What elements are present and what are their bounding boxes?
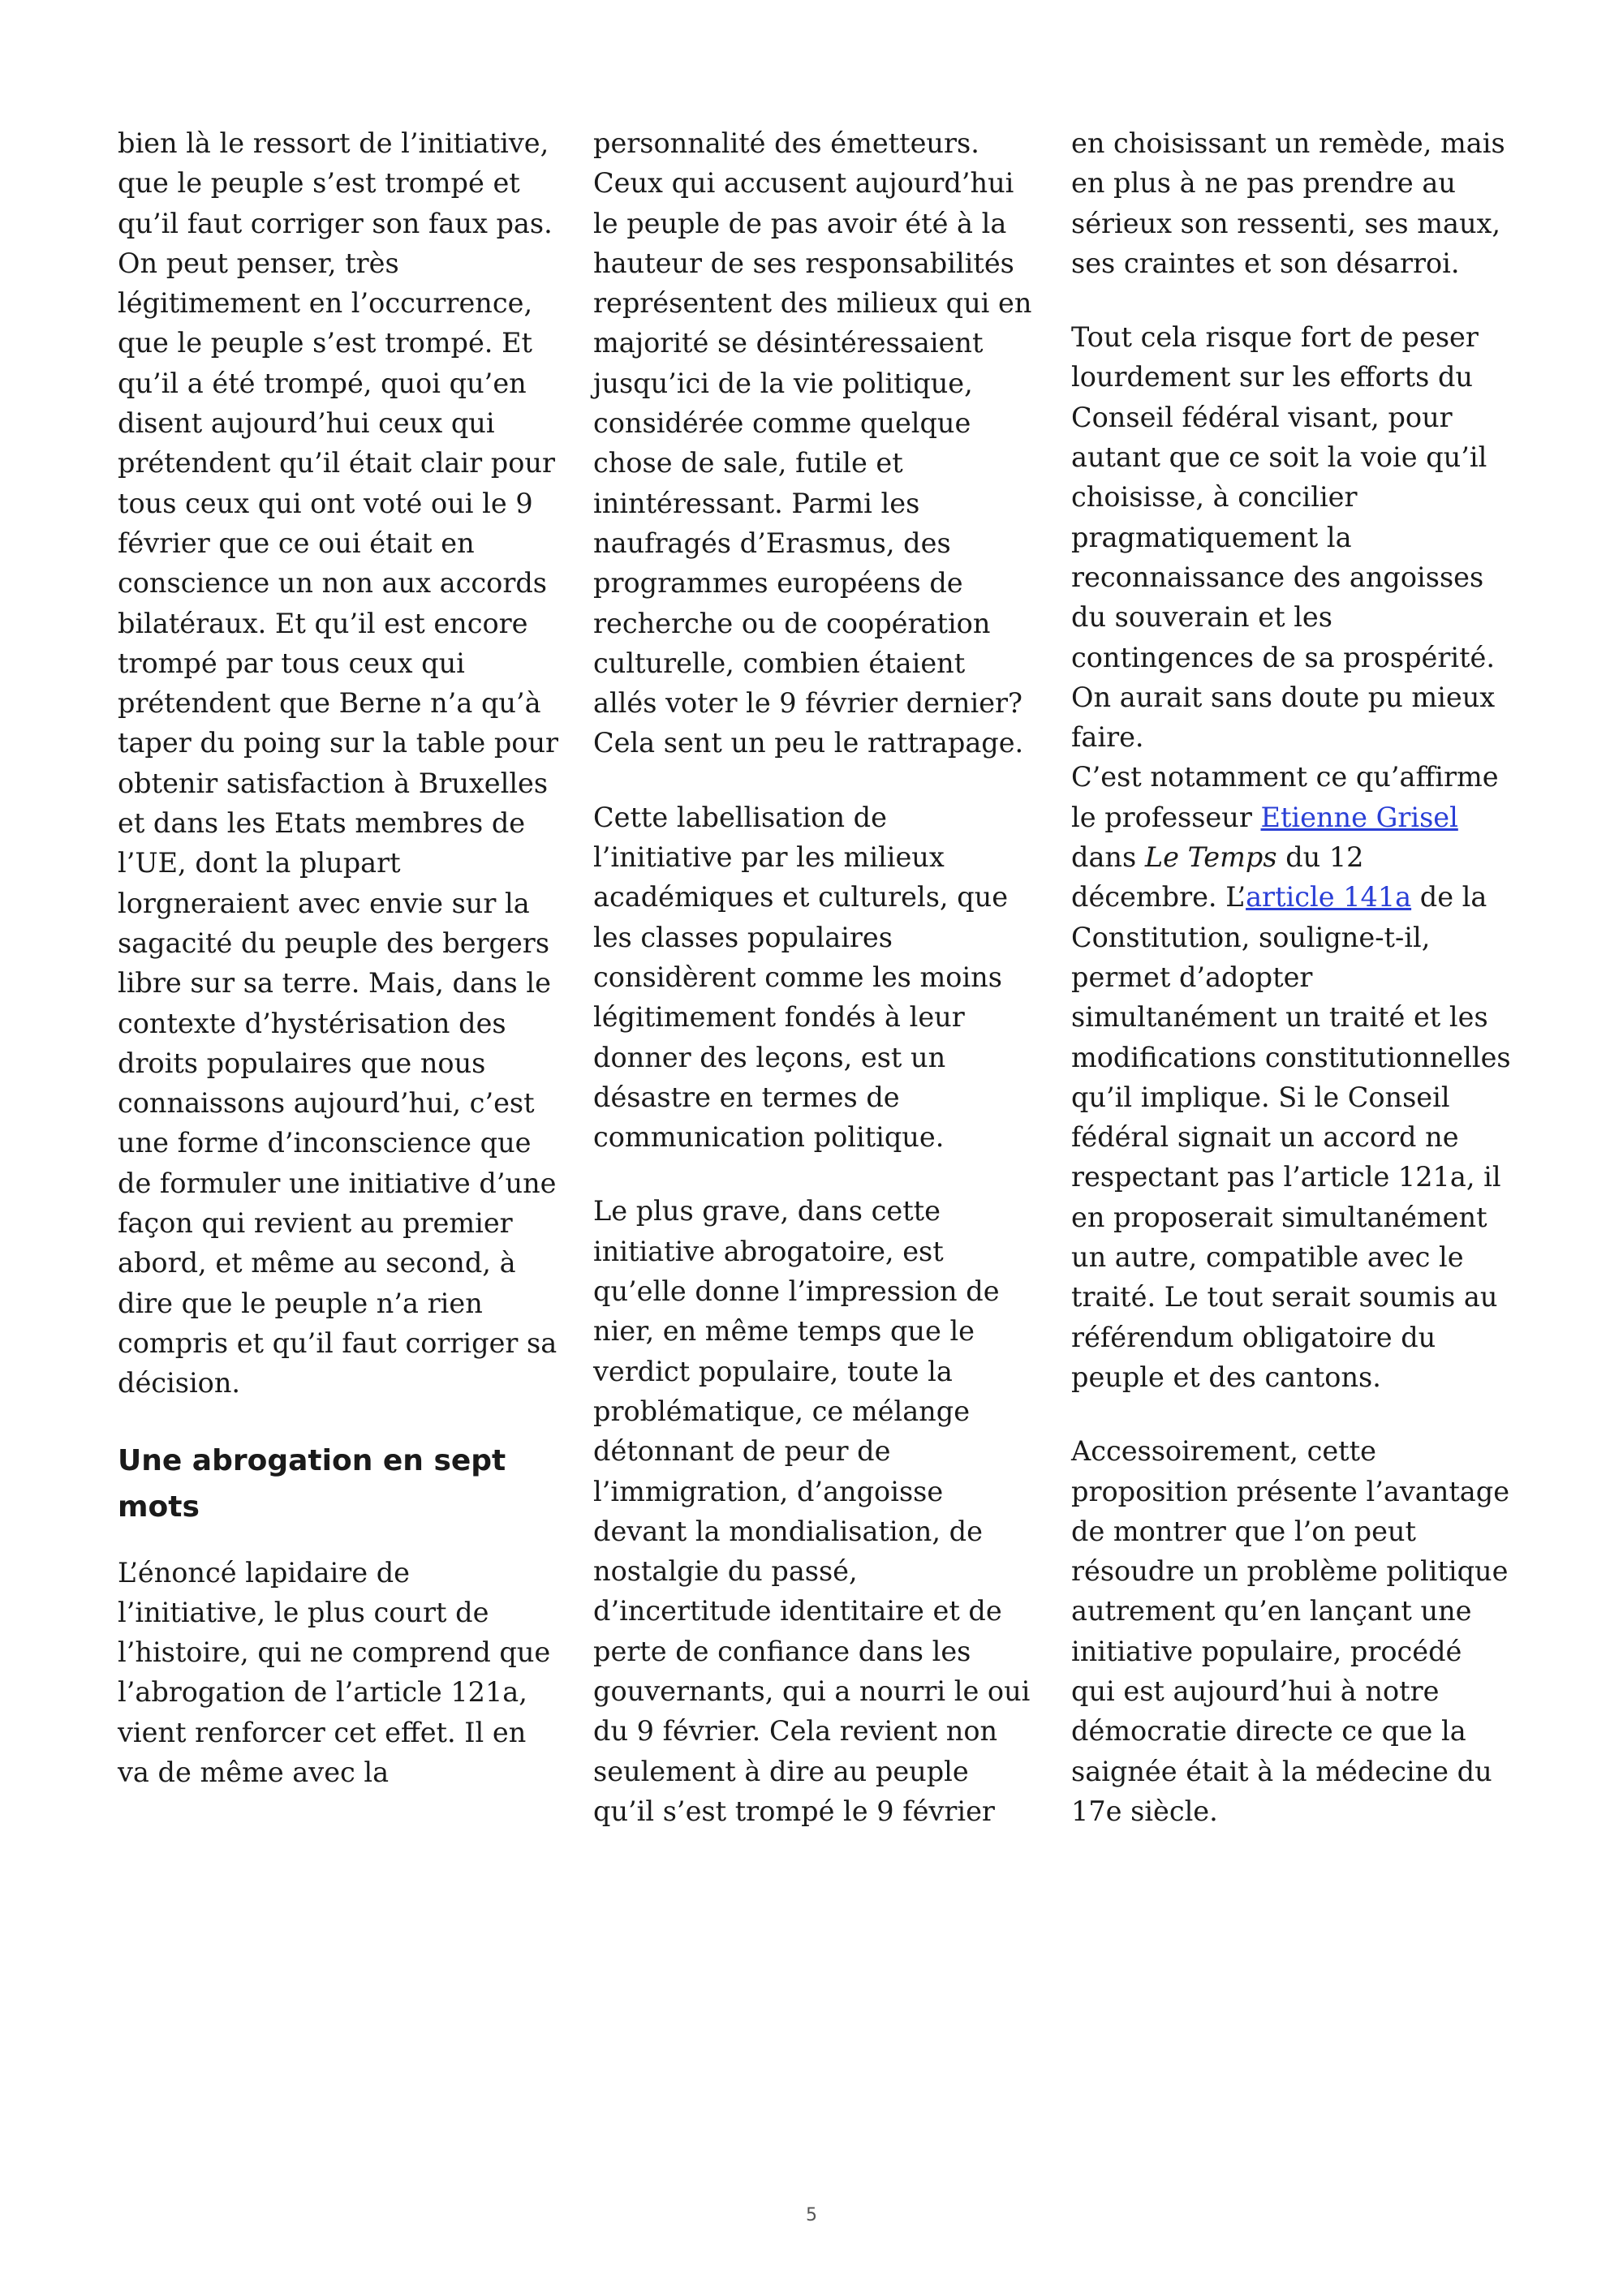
etienne-grisel-link[interactable]: Etienne Grisel	[1260, 801, 1458, 833]
article-141a-link[interactable]: article 141a	[1246, 881, 1412, 914]
paragraph: en choisissant un remède, mais en plus à ne pas prendre au sérieux son ressenti, ses maux, ses craintes et son désarroi.	[1071, 127, 1505, 279]
publication-title: Le Temps	[1144, 841, 1277, 874]
paragraph: Tout cela risque fort de peser lourdement sur les efforts du Conseil fédéral visant, pour autant que ce soit la voie qu’il choisisse, à concilier pragmatiquement la reconnaissance des angoisses du souverain et les contingences de sa prospérité. On aurait sans doute pu mieux faire.	[1071, 321, 1496, 754]
paragraph-text: du 12 décembre. L’	[1071, 841, 1364, 914]
paragraph: Accessoirement, cette proposition présente l’avantage de montrer que l’on peut résoudre un problème politique autrement qu’en lançant une initiative populaire, procédé qui est aujourd’hui à notre démocratie directe ce que la saignée était à la médecine du 17e siècle.	[1071, 1435, 1510, 1827]
column-middle	[593, 123, 1041, 1865]
page-number: 5	[806, 2205, 817, 2225]
column-left	[118, 123, 564, 1826]
paragraph-text: dans	[1071, 841, 1137, 874]
section-heading: Une abrogation en sept mots	[118, 1443, 506, 1524]
paragraph: Le plus grave, dans cette initiative abrogatoire, est qu’elle donne l’impression de nier, en même temps que le verdict populaire, toute la problématique, ce mélange détonnant de peur de l’immigration, d’angoisse devant la mondialisation, de nostalgie du passé, d’incertitude identitaire et de perte de confiance dans les gouvernants, qui a nourri le oui du 9 février. Cela revient non seulement à dire au peuple qu’il s’est trompé le 9 février	[593, 1195, 1031, 1827]
paragraph-with-links	[1071, 757, 1518, 1397]
paragraph-text: C’est notamment ce qu’affirme le professeur	[1071, 761, 1499, 833]
column-right	[1071, 123, 1518, 1865]
paragraph: personnalité des émetteurs. Ceux qui accusent aujourd’hui le peuple de pas avoir été à la hauteur de ses responsabilités représentent des milieux qui en majorité se désintéressaient jusqu’ici de la vie politique, considérée comme quelque chose de sale, futile et inintéressant. Parmi les naufragés d’Erasmus, des programmes européens de recherche ou de coopération culturelle, combien étaient allés voter le 9 février dernier? Cela sent un peu le rattrapage.	[593, 127, 1032, 759]
paragraph: bien là le ressort de l’initiative, que le peuple s’est trompé et qu’il faut corriger son faux pas. On peut penser, très légitimement en l’occurrence, que le peuple s’est trompé. Et qu’il a été trompé, quoi qu’en disent aujourd’hui ceux qui prétendent qu’il était clair pour tous ceux qui ont voté oui le 9 février que ce oui était en conscience un non aux accords bilatéraux. Et qu’il est encore trompé par tous ceux qui prétendent que Berne n’a qu’à taper du poing sur la table pour obtenir satisfaction à Bruxelles et dans les Etats membres de l’UE, dont la plupart lorgneraient avec envie sur la sagacité du peuple des bergers libre sur sa terre. Mais, dans le contexte d’hystérisation des droits populaires que nous connaissons aujourd’hui, c’est une forme d’inconscience que de formuler une initiative d’une façon qui revient au premier abord, et même au second, à dire que le peuple n’a rien compris et qu’il faut corriger sa décision.	[118, 127, 559, 1400]
paragraph: Cette labellisation de l’initiative par les milieux académiques et culturels, que les classes populaires considèrent comme les moins légitimement fondés à leur donner des leçons, est un désastre en termes de communication politique.	[593, 801, 1009, 1154]
paragraph: L’énoncé lapidaire de l’initiative, le plus court de l’histoire, qui ne comprend que l’abrogation de l’article 121a, vient renforcer cet effet. Il en va de même avec la	[118, 1556, 551, 1788]
paragraph-text: de la Constitution, souligne-t-il, permet d’adopter simultanément un traité et les modifications constitutionnelles qu’il implique. Si le Conseil fédéral signait un accord ne respectant pas l’article 121a, il en proposerait simultanément un autre, compatible avec le traité. Le tout serait soumis au référendum obligatoire du peuple et des cantons.	[1071, 881, 1511, 1393]
